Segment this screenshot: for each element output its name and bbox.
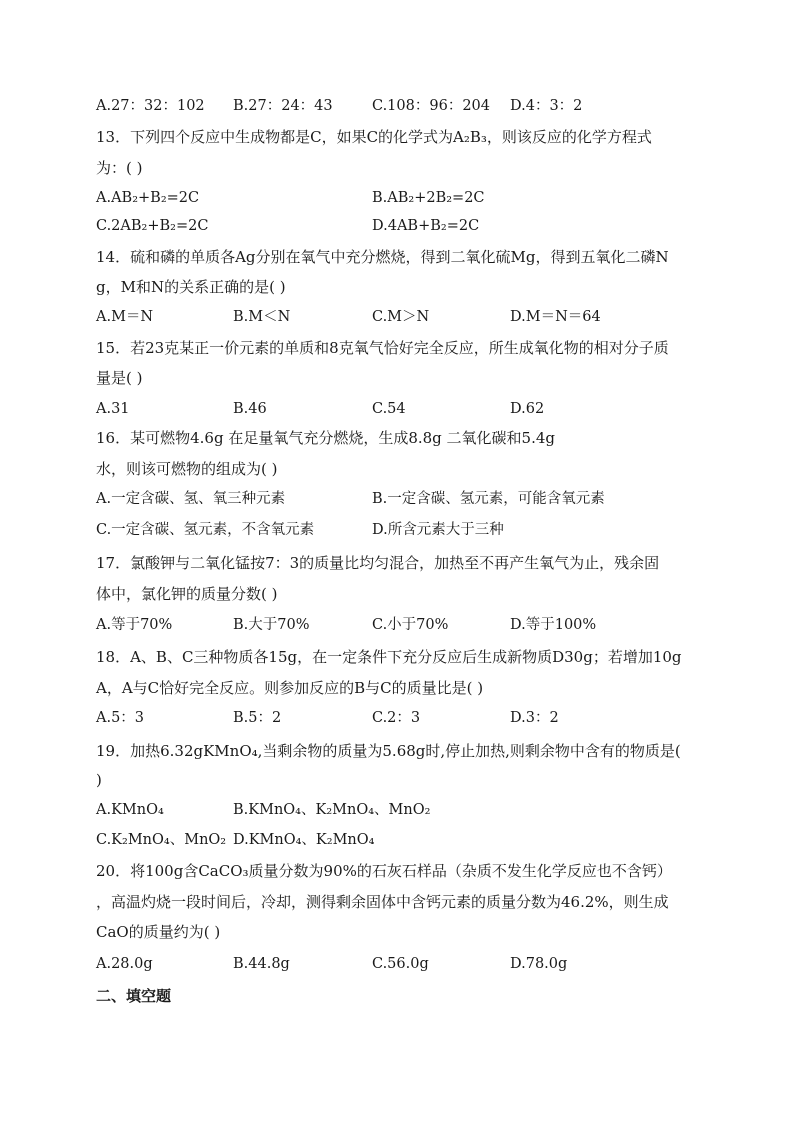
q17-option-d: D.等于100%: [510, 617, 597, 633]
q19-options-row1: [0, 800, 794, 820]
q12-option-c: C.108：96：204: [372, 98, 490, 114]
q14-stem-line2: g，M和N的关系正确的是( ): [96, 278, 286, 296]
q18-option-c: C.2：3: [372, 710, 421, 726]
q18-option-a: A.5：3: [96, 710, 145, 726]
q13-stem-line1: 13．下列四个反应中生成物都是C，如果C的化学式为A₂B₃，则该反应的化学方程式: [96, 128, 652, 146]
q16-options-row1: [0, 489, 794, 509]
q16-option-d: D.所含元素大于三种: [372, 522, 504, 538]
q16-option-c: C.一定含碳、氢元素，不含氧元素: [96, 522, 315, 538]
q13-stem-line2: 为：( ): [96, 159, 143, 177]
q20-stem-line3: CaO的质量约为( ): [96, 923, 221, 941]
q19-option-d: D.KMnO₄、K₂MnO₄: [233, 832, 375, 848]
q19-stem-line1: 19．加热6.32gKMnO₄,当剩余物的质量为5.68g时,停止加热,则剩余物中含有的物质是(: [96, 742, 681, 760]
q15-options: [0, 399, 794, 419]
q18-options: [0, 708, 794, 728]
q14-option-c: C.M＞N: [372, 309, 430, 325]
q20-option-b: B.44.8g: [233, 956, 290, 972]
q16-stem-line1: 16．某可燃物4.6g 在足量氧气充分燃烧，生成8.8g 二氧化碳和5.4g: [96, 429, 555, 447]
q15-option-a: A.31: [96, 401, 130, 417]
q15-stem-line2: 量是( ): [96, 369, 143, 387]
q17-option-a: A.等于70%: [96, 617, 173, 633]
q17-options: [0, 615, 794, 635]
q17-stem-line1: 17．氯酸钾与二氧化锰按7：3的质量比均匀混合，加热至不再产生氧气为止，残余固: [96, 554, 660, 572]
q18-stem-line1: 18．A、B、C三种物质各15g，在一定条件下充分反应后生成新物质D30g；若增加10g: [96, 648, 682, 666]
q15-option-c: C.54: [372, 401, 406, 417]
q12-option-b: B.27：24：43: [233, 98, 333, 114]
q14-option-a: A.M＝N: [96, 309, 154, 325]
q18-option-b: B.5：2: [233, 710, 282, 726]
q20-options: [0, 954, 794, 974]
q14-stem-line1: 14．硫和磷的单质各Ag分别在氧气中充分燃烧，得到二氧化硫Mg，得到五氧化二磷N: [96, 248, 669, 266]
q13-option-c: C.2AB₂+B₂=2C: [96, 218, 209, 234]
q19-stem-line2: ): [96, 771, 102, 789]
q13-options-row2: [0, 216, 794, 236]
q13-options-row1: [0, 188, 794, 208]
q12-option-d: D.4：3：2: [510, 98, 583, 114]
q14-option-d: D.M＝N＝64: [510, 309, 601, 325]
q15-option-b: B.46: [233, 401, 267, 417]
q12-options: [0, 96, 794, 116]
section-heading-fill-in: 二、填空题: [96, 987, 172, 1005]
q16-stem-line2: 水，则该可燃物的组成为( ): [96, 460, 278, 478]
q17-stem-line2: 体中，氯化钾的质量分数( ): [96, 585, 278, 603]
q12-option-a: A.27：32：102: [96, 98, 205, 114]
q19-options-row2: [0, 830, 794, 850]
q17-option-b: B.大于70%: [233, 617, 310, 633]
q14-options: [0, 307, 794, 327]
q19-option-a: A.KMnO₄: [96, 802, 164, 818]
q17-option-c: C.小于70%: [372, 617, 449, 633]
q13-option-a: A.AB₂+B₂=2C: [96, 190, 200, 206]
q13-option-d: D.4AB+B₂=2C: [372, 218, 480, 234]
q19-option-b: B.KMnO₄、K₂MnO₄、MnO₂: [233, 802, 431, 818]
q18-option-d: D.3：2: [510, 710, 559, 726]
q16-options-row2: [0, 520, 794, 540]
q20-option-d: D.78.0g: [510, 956, 568, 972]
q20-option-c: C.56.0g: [372, 956, 429, 972]
q20-stem-line1: 20．将100g含CaCO₃质量分数为90%的石灰石样品（杂质不发生化学反应也不含钙）: [96, 862, 672, 880]
q15-stem-line1: 15．若23克某正一价元素的单质和8克氧气恰好完全反应，所生成氧化物的相对分子质: [96, 339, 669, 357]
q20-stem-line2: ，高温灼烧一段时间后，冷却，测得剩余固体中含钙元素的质量分数为46.2%，则生成: [96, 893, 669, 911]
q18-stem-line2: A，A与C恰好完全反应。则参加反应的B与C的质量比是( ): [96, 679, 484, 697]
q14-option-b: B.M＜N: [233, 309, 291, 325]
q16-option-a: A.一定含碳、氢、氧三种元素: [96, 491, 286, 507]
q15-option-d: D.62: [510, 401, 545, 417]
q13-option-b: B.AB₂+2B₂=2C: [372, 190, 485, 206]
q19-option-c: C.K₂MnO₄、MnO₂: [96, 832, 227, 848]
q16-option-b: B.一定含碳、氢元素，可能含氧元素: [372, 491, 605, 507]
q20-option-a: A.28.0g: [96, 956, 153, 972]
